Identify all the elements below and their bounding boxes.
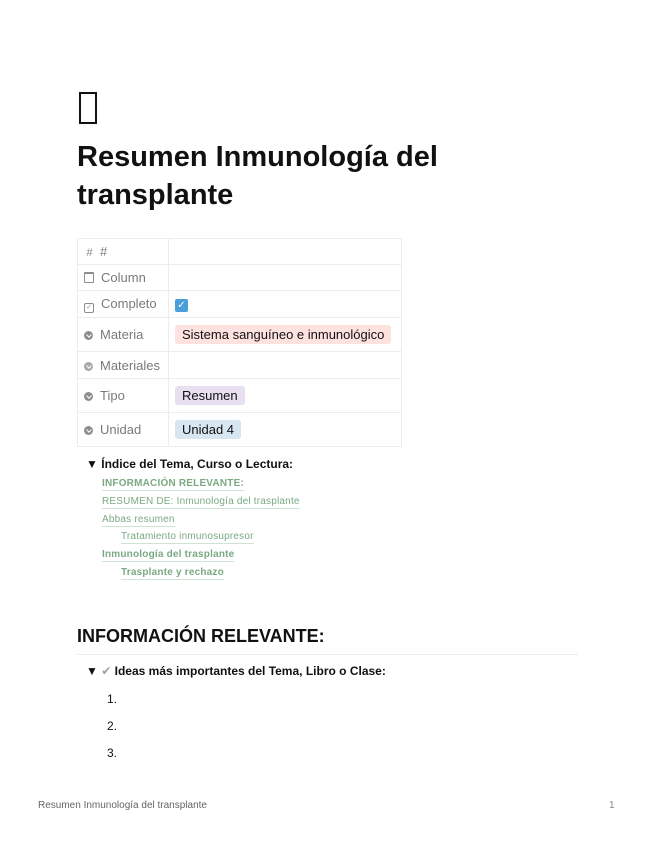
toc-toggle[interactable] [86,457,293,471]
toc-link-resumen-de[interactable]: RESUMEN DE: Inmunología del trasplante [102,496,300,507]
section-heading: INFORMACIÓN RELEVANTE: [77,626,325,646]
property-value[interactable] [169,318,402,352]
ideas-toggle[interactable] [86,664,386,678]
property-name: Materiales [78,352,169,379]
materia-tag[interactable]: Sistema sanguíneo e inmunológico [175,325,391,344]
page-title: Resumen Inmunología del transplante [77,141,438,211]
property-row[interactable] [78,413,402,447]
select-icon [84,426,93,435]
property-name: Unidad [78,413,169,447]
tipo-tag[interactable]: Resumen [175,386,245,405]
property-value[interactable] [169,352,402,379]
property-value[interactable] [169,265,402,291]
divider [77,654,578,655]
property-name: Materia [78,318,169,352]
toggle-triangle-icon[interactable]: ▼ [86,664,98,678]
properties-table [77,238,402,447]
toc-link-inmunologia[interactable]: Inmunología del trasplante [102,549,235,560]
property-row[interactable] [78,291,402,318]
property-value[interactable] [169,379,402,413]
footer-title: Resumen Inmunología del transplante [38,800,207,811]
property-value[interactable] [169,413,402,447]
property-name: ✓ Completo [78,291,169,318]
select-icon [84,331,93,340]
checkmark-emoji-icon: ✔ [101,664,112,678]
hash-icon: # [86,247,93,259]
checkbox-prop-icon: ✓ [84,303,94,313]
property-row[interactable] [78,352,402,379]
property-name: Column [78,265,169,291]
select-icon [84,392,93,401]
property-row[interactable] [78,379,402,413]
property-value[interactable] [169,239,402,265]
toc-link-tratamiento[interactable]: Tratamiento inmunosupresor [121,531,254,542]
property-row[interactable] [78,265,402,291]
completo-checkbox[interactable]: ✓ [175,299,188,312]
list-item[interactable]: 2. [107,719,118,733]
toc-link-informacion-relevante[interactable]: INFORMACIÓN RELEVANTE: [102,478,244,489]
unidad-tag[interactable]: Unidad 4 [175,420,241,439]
ideas-heading: Ideas más importantes del Tema, Libro o Clase: [114,664,386,678]
toc-heading: Índice del Tema, Curso o Lectura: [101,457,294,471]
multiselect-icon [84,362,93,371]
list-item[interactable]: 3. [107,746,118,760]
property-name: # # [78,239,169,265]
calendar-icon [84,272,94,283]
page-icon [79,92,97,124]
toc-link-abbas-resumen[interactable]: Abbas resumen [102,514,175,525]
toggle-triangle-icon[interactable]: ▼ [86,457,98,471]
property-row[interactable] [78,318,402,352]
property-name: Tipo [78,379,169,413]
property-row[interactable] [78,239,402,265]
list-item[interactable]: 1. [107,692,118,706]
property-value[interactable] [169,291,402,318]
footer-page-number: 1 [609,800,615,811]
toc-link-trasplante-rechazo[interactable]: Trasplante y rechazo [121,567,224,578]
